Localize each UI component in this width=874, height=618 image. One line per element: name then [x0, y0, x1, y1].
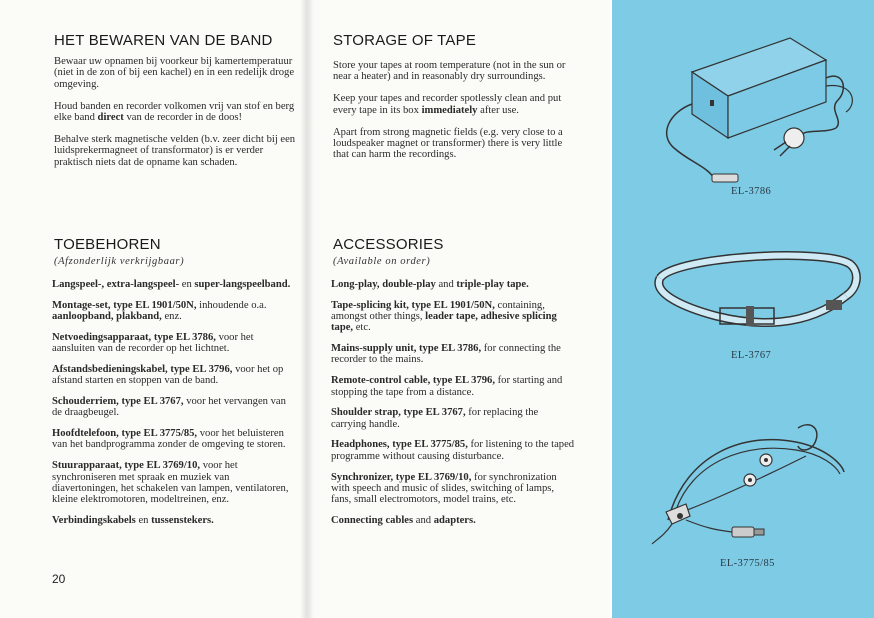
storage-paragraph	[333, 93, 577, 116]
accessories-list-nl	[52, 279, 296, 536]
bold-text: Mains-supply unit, type EL 3786,	[331, 343, 482, 355]
text: en	[135, 514, 152, 526]
text: Bewaar uw opnamen bij voorkeur bij kamertemperatuur (niet in de zon of bij een kachel) en in een redelijk droge omgeving.	[54, 56, 295, 90]
accessory-item	[331, 472, 576, 506]
text: Store your tapes at room temperature (not in the sun or near a heater) and in reasonably dry surroundings.	[333, 60, 566, 83]
text: etc.	[353, 322, 371, 334]
bold-text: Verbindingskabels	[52, 514, 136, 526]
text: van de recorder in de doos!	[123, 111, 243, 123]
bold-text: aanloopband, plakband,	[52, 311, 162, 323]
accessory-item	[331, 375, 576, 398]
bold-text: immediately	[421, 104, 478, 116]
text: for synchronization with speech and music of slides, switching of lamps, fans, small electromotors, model trains, etc.	[331, 471, 557, 506]
accessory-item	[52, 396, 296, 419]
text: Houd banden en recorder volkomen vrij van stof en berg elke band	[54, 100, 295, 123]
accessories-heading-nl: TOEBEHOREN	[54, 236, 161, 253]
storage-heading-nl: HET BEWAREN VAN DE BAND	[54, 32, 273, 49]
storage-paragraph	[333, 60, 577, 83]
storage-text-en	[333, 60, 577, 171]
bold-text: triple-play tape.	[456, 279, 529, 290]
accessory-item	[52, 515, 296, 526]
bold-text: Shoulder strap, type EL 3767,	[331, 407, 466, 419]
storage-paragraph	[333, 127, 577, 161]
accessories-subheading-en: (Available on order)	[333, 256, 431, 267]
text: voor het aansluiten van de recorder op het lichtnet.	[52, 331, 254, 355]
storage-paragraph	[54, 134, 298, 168]
bold-text: Stuurapparaat, type EL 3769/10,	[52, 460, 201, 472]
bold-text: Hoofdtelefoon, type EL 3775/85,	[52, 428, 198, 440]
text: for listening to the taped programme without causing disturbance.	[331, 439, 575, 462]
accessory-item	[52, 279, 296, 290]
bold-text: Synchronizer, type EL 3769/10,	[331, 471, 472, 483]
text: Keep your tapes and recorder spotlessly clean and put every tape in its box	[333, 93, 562, 116]
accessories-subheading-nl: (Afzonderlijk verkrijgbaar)	[54, 256, 185, 267]
text: after use.	[477, 104, 519, 116]
bold-text: Netvoedingsapparaat, type EL 3786,	[52, 331, 216, 343]
bold-text: super-langspeelband.	[194, 279, 291, 290]
text: for starting and stopping the tape from a distance.	[331, 375, 563, 398]
bold-text: Langspeel-, extra-langspeel-	[52, 279, 180, 290]
text: for connecting the recorder to the mains.	[331, 343, 561, 366]
accessories-heading-en: ACCESSORIES	[333, 236, 444, 253]
storage-paragraph	[54, 101, 298, 124]
bold-text: Tape-splicing kit, type EL 1901/50N,	[331, 299, 495, 311]
text: en	[179, 279, 195, 290]
accessories-list-en	[331, 279, 576, 536]
accessory-item	[331, 279, 576, 290]
caption-el-3767: EL-3767	[731, 350, 772, 361]
text: containing, amongst other things,	[331, 299, 545, 323]
bold-text: Afstandsbedieningskabel, type EL 3796,	[52, 363, 233, 375]
bold-text: direct	[97, 111, 124, 123]
accessory-item	[52, 428, 296, 451]
text: Behalve sterk magnetische velden (b.v. zeer dicht bij een luidsprekermagneet of transformator) is er verder praktisch niets dat de opname kan schaden.	[54, 134, 296, 168]
text: and	[413, 514, 434, 526]
storage-heading-en: STORAGE OF TAPE	[333, 32, 477, 49]
bold-text: Headphones, type EL 3775/85,	[331, 439, 468, 451]
page-gutter	[300, 0, 314, 618]
bold-text: adapters.	[433, 514, 476, 526]
text: inhoudende o.a.	[196, 299, 267, 311]
accessory-item	[331, 407, 576, 430]
storage-paragraph	[54, 56, 298, 90]
bold-text: leader tape, adhesive splicing tape,	[331, 311, 557, 334]
accessory-item	[331, 515, 576, 526]
bold-text: Connecting cables	[331, 514, 414, 526]
text: and	[435, 279, 457, 290]
mains-supply-unit-illustration	[640, 16, 864, 196]
text: voor het op afstand starten en stoppen van de band.	[52, 363, 284, 387]
bold-text: Remote-control cable, type EL 3796,	[331, 375, 495, 387]
bold-text: tussenstekers.	[151, 514, 214, 526]
caption-el-3775-85: EL-3775/85	[720, 558, 775, 569]
text: voor het vervangen van de draagbeugel.	[52, 396, 286, 419]
headphones-illustration	[646, 412, 862, 560]
accessory-item	[331, 300, 576, 334]
text: voor het beluisteren van het bandprogramma zonder de omgeving te storen.	[52, 428, 286, 451]
accessory-item	[331, 343, 576, 366]
page-number: 20	[52, 572, 66, 586]
accessory-item	[52, 460, 296, 505]
storage-text-nl	[54, 56, 298, 179]
text: for replacing the carrying handle.	[331, 407, 539, 430]
bold-text: Montage-set, type EL 1901/50N,	[52, 299, 197, 311]
text: enz.	[161, 311, 182, 323]
bold-text: Schouderriem, type EL 3767,	[52, 396, 184, 408]
caption-el-3786: EL-3786	[731, 186, 772, 197]
accessory-item	[52, 332, 296, 355]
accessory-item	[52, 364, 296, 387]
accessory-item	[52, 300, 296, 323]
bold-text: Long-play, double-play	[331, 279, 436, 290]
accessory-item	[331, 439, 576, 462]
text: Apart from strong magnetic fields (e.g. very close to a loudspeaker magnet or transformer) there is very little that can harm the recordings.	[333, 126, 563, 161]
shoulder-strap-illustration	[646, 238, 862, 344]
text: voor het synchroniseren met spraak en muziek van diavertoningen, het schakelen van lampen, ventilatoren, kleine elektromotoren, modeltreinen, enz.	[52, 460, 289, 506]
